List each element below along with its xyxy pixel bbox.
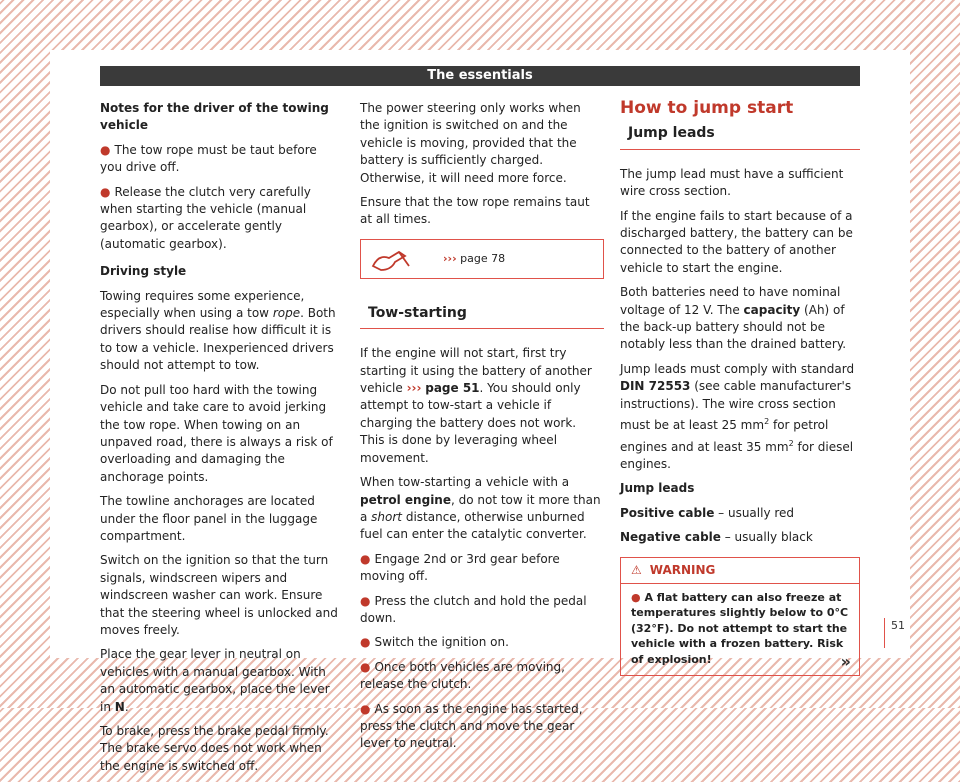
bullet-icon: ● — [100, 142, 111, 157]
page — [50, 50, 910, 773]
paragraph: Place the gear lever in neutral on vehicles with a manual gearbox. With an automatic gearbox, place the lever in N. — [100, 647, 330, 714]
column-3 — [620, 100, 860, 676]
warning-body: ● A flat battery can also freeze at temperatures slightly below to 0°C (32°F). Do not attempt to start the vehicle with a frozen battery. Risk of explosion! » — [631, 590, 851, 671]
bullet-item: ● As soon as the engine has started, press the clutch and move the gear lever to neutral. — [360, 701, 583, 751]
bullet-item: ● Once both vehicles are moving, release the clutch. — [360, 659, 565, 692]
paragraph: The towline anchorages are located under the floor panel in the luggage compartment. — [100, 494, 318, 543]
page-link[interactable]: page 51 — [425, 381, 480, 396]
paragraph: The jump lead must have a sufficient wire cross section. — [620, 166, 844, 199]
continue-arrow-icon: » — [840, 651, 851, 671]
jump-leads-heading: Jump leads — [620, 125, 860, 149]
paragraph: If the engine will not start, first try starting it using the battery of another vehicle ››› page 51. You should only attempt to tow-start a vehicle if charging the battery does not work. This is done by leveraging wheel movement. — [360, 346, 592, 465]
bullet-item: ● Release the clutch very carefully when starting the vehicle (manual gearbox), or accelerate gently (automatic gearbox). — [100, 184, 311, 251]
warning-triangle-icon: ⚠ — [631, 562, 642, 577]
jump-start-title: How to jump start — [620, 98, 794, 118]
column-2 — [360, 100, 604, 760]
header-title: The essentials — [427, 68, 533, 83]
paragraph: Switch on the ignition so that the turn signals, windscreen wipers and windscreen washer can work. Ensure that the steering wheel is unlocked and moves freely. — [100, 553, 338, 637]
bullet-icon: ● — [360, 635, 371, 650]
tow-starting-heading: Tow-starting — [360, 305, 604, 329]
paragraph: To brake, press the brake pedal firmly. The brake servo does not work when the engine is switched off. — [100, 724, 329, 773]
warning-header: ⚠ WARNING — [621, 558, 859, 584]
reference-box[interactable] — [360, 239, 604, 279]
column-1 — [100, 100, 340, 782]
bullet-item: ● Switch the ignition on. — [360, 635, 509, 650]
reference-link[interactable]: ››› page 78 — [443, 251, 506, 265]
paragraph: When tow-starting a vehicle with a petrol engine, do not tow it more than a short distance, otherwise unburned fuel can enter the catalytic converter. — [360, 475, 601, 542]
bullet-item: ● Engage 2nd or 3rd gear before moving off. — [360, 551, 560, 584]
warning-box — [620, 557, 860, 677]
paragraph: The power steering only works when the ignition is switched on and the vehicle is moving, provided that the battery is sufficiently charged. Otherwise, it will need more force. — [360, 101, 581, 185]
page-number: 51 — [884, 618, 905, 648]
bullet-item: ● Press the clutch and hold the pedal down. — [360, 593, 587, 625]
bullet-icon: ● — [360, 659, 371, 674]
paragraph: Do not pull too hard with the towing vehicle and take care to avoid jerking the tow rope. When towing on an unpaved road, there is always a risk of overloading and damaging the anchorage points. — [100, 382, 333, 484]
bullet-item: ● The tow rope must be taut before you drive off. — [100, 142, 317, 175]
positive-cable-line: Positive cable – usually red — [620, 505, 795, 520]
bullet-icon: ● — [631, 590, 641, 604]
negative-cable-line: Negative cable – usually black — [620, 530, 813, 545]
paragraph: Ensure that the tow rope remains taut at all times. — [360, 195, 590, 227]
bullet-icon: ● — [360, 551, 371, 566]
paragraph: If the engine fails to start because of a discharged battery, the battery can be connected to the battery of another vehicle to start the engine. — [620, 208, 853, 275]
bullet-icon: ● — [100, 184, 111, 199]
paragraph: Towing requires some experience, especially when using a tow rope. Both drivers should realise how difficult it is to tow a vehicle. Inexperienced drivers should not attempt to tow. — [100, 288, 336, 373]
bullet-icon: ● — [360, 593, 371, 608]
paragraph: Both batteries need to have nominal voltage of 12 V. The capacity (Ah) of the back-up battery should not be notably less than the drained battery. — [620, 285, 847, 352]
jump-leads-subheading: Jump leads — [620, 481, 695, 496]
header-bar — [100, 66, 860, 86]
driving-style-heading: Driving style — [100, 264, 187, 279]
paragraph: Jump leads must comply with standard DIN 72553 (see cable manufacturer's instructions). The wire cross section must be at least 25 $mm^2$ for petrol engines and at least 35 $mm^2$ for diesel engines. — [620, 361, 855, 471]
towing-driver-heading: Notes for the driver of the towing vehicle — [100, 101, 329, 133]
tow-hook-icon — [369, 244, 413, 274]
bullet-icon: ● — [360, 701, 371, 716]
